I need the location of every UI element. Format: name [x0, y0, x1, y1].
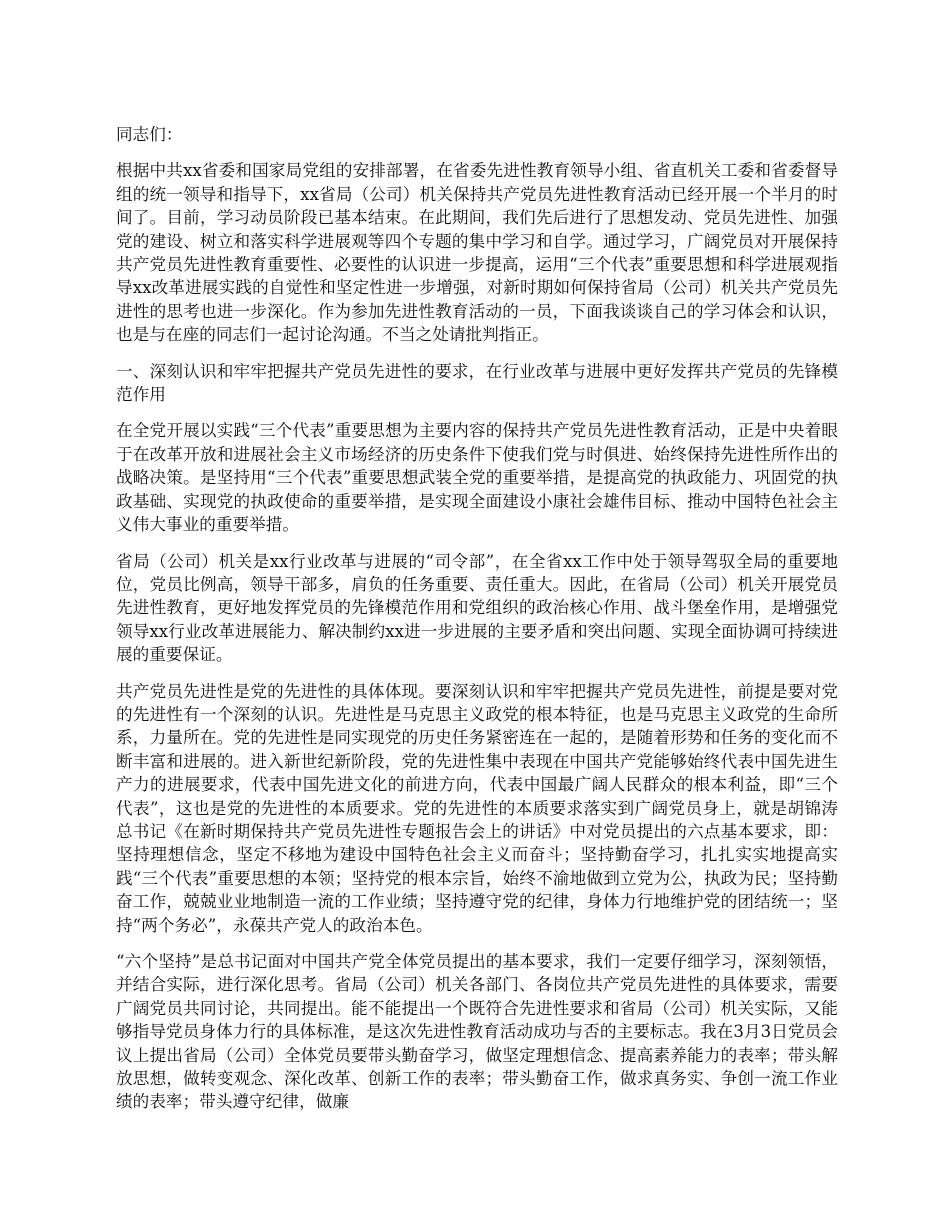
paragraph-intro: 根据中共xx省委和国家局党组的安排部署，在省委先进性教育领导小组、省直机关工委和省委督导组的统一领导和指导下，xx省局（公司）机关保持共产党员先进性教育活动已经开展一个半月的时间了。目前，学习动员阶段已基本结束。在此期间，我们先后进行了思想发动、党员先进性、加强党的建设、树立和落实科学进展观等四个专题的集中学习和自学。通过学习，广阔党员对开展保持共产党员先进性教育重要性、必要性的认识进一步提高，运用“三个代表”重要思想和科学进展观指导xx改革进展实践的自觉性和坚定性进一步增强，对新时期如何保持省局（公司）机关共产党员先进性的思考也进一步深化。作为参加先进性教育活动的一员，下面我谈谈自己的学习体会和认识，也是与在座的同志们一起讨论沟通。不当之处请批判指正。 — [116, 161, 838, 345]
section-heading-1: 一、深刻认识和牢牢把握共产党员先进性的要求，在行业改革与进展中更好发挥共产党员的先锋模范作用 — [116, 361, 838, 405]
document-body — [116, 123, 838, 1127]
salutation: 同志们： — [116, 125, 183, 144]
paragraph-six-adherences: “六个坚持”是总书记面对中国共产党全体党员提出的基本要求，我们一定要仔细学习，深刻领悟，并结合实际，进行深化思考。省局（公司）机关各部门、各岗位共产党员先进性的具体要求，需要广阔党员共同讨论，共同提出。能不能提出一个既符合先进性要求和省局（公司）机关实际，又能够指导党员身体力行的具体标准，是这次先进性教育活动成功与否的主要标志。我在3月3日党员会议上提出省局（公司）全体党员要带头勤奋学习，做坚定理想信念、提高素养能力的表率；带头解放思想，做转变观念、深化改革、创新工作的表率；带头勤奋工作，做求真务实、争创一流工作业绩的表率；带头遵守纪律，做廉 — [116, 952, 838, 1112]
paragraph-significance: 在全党开展以实践“三个代表”重要思想为主要内容的保持共产党员先进性教育活动，正是中央着眼于在改革开放和进展社会主义市场经济的历史条件下使我们党与时俱进、始终保持先进性所作出的战略决策。是坚持用“三个代表”重要思想武装全党的重要举措，是提高党的执政能力、巩固党的执政基础、实现党的执政使命的重要举措，是实现全面建设小康社会雄伟目标、推动中国特色社会主义伟大事业的重要举措。 — [116, 421, 838, 535]
paragraph-advanced-nature: 共产党员先进性是党的先进性的具体体现。要深刻认识和牢牢把握共产党员先进性，前提是要对党的先进性有一个深刻的认识。先进性是马克思主义政党的根本特征，也是马克思主义政党的生命所系，力量所在。党的先进性是同实现党的历史任务紧密连在一起的，是随着形势和任务的变化而不断丰富和进展的。进入新世纪新阶段，党的先进性集中表现在中国共产党能够始终代表中国先进生产力的进展要求，代表中国先进文化的前进方向，代表中国最广阔人民群众的根本利益，即“三个代表”，这也是党的先进性的本质要求。党的先进性的本质要求落实到广阔党员身上，就是胡锦涛总书记《在新时期保持共产党员先进性专题报告会上的讲话》中对党员提出的六点基本要求，即：坚持理想信念，坚定不移地为建设中国特色社会主义而奋斗；坚持勤奋学习，扎扎实实地提高实践“三个代表”重要思想的本领；坚持党的根本宗旨，始终不渝地做到立党为公，执政为民；坚持勤奋工作，兢兢业业地制造一流的工作业绩；坚持遵守党的纪律，身体力行地维护党的团结统一；坚持“两个务必”，永葆共产党人的政治本色。 — [116, 681, 838, 935]
paragraph-provincial-bureau: 省局（公司）机关是xx行业改革与进展的“司令部”，在全省xx工作中处于领导驾驭全局的重要地位，党员比例高，领导干部多，肩负的任务重要、责任重大。因此，在省局（公司）机关开展党员先进性教育，更好地发挥党员的先锋模范作用和党组织的政治核心作用、战斗堡垒作用，是增强党领导xx行业改革进展能力、解决制约xx进一步进展的主要矛盾和突出问题、实现全面协调可持续进展的重要保证。 — [116, 551, 838, 665]
